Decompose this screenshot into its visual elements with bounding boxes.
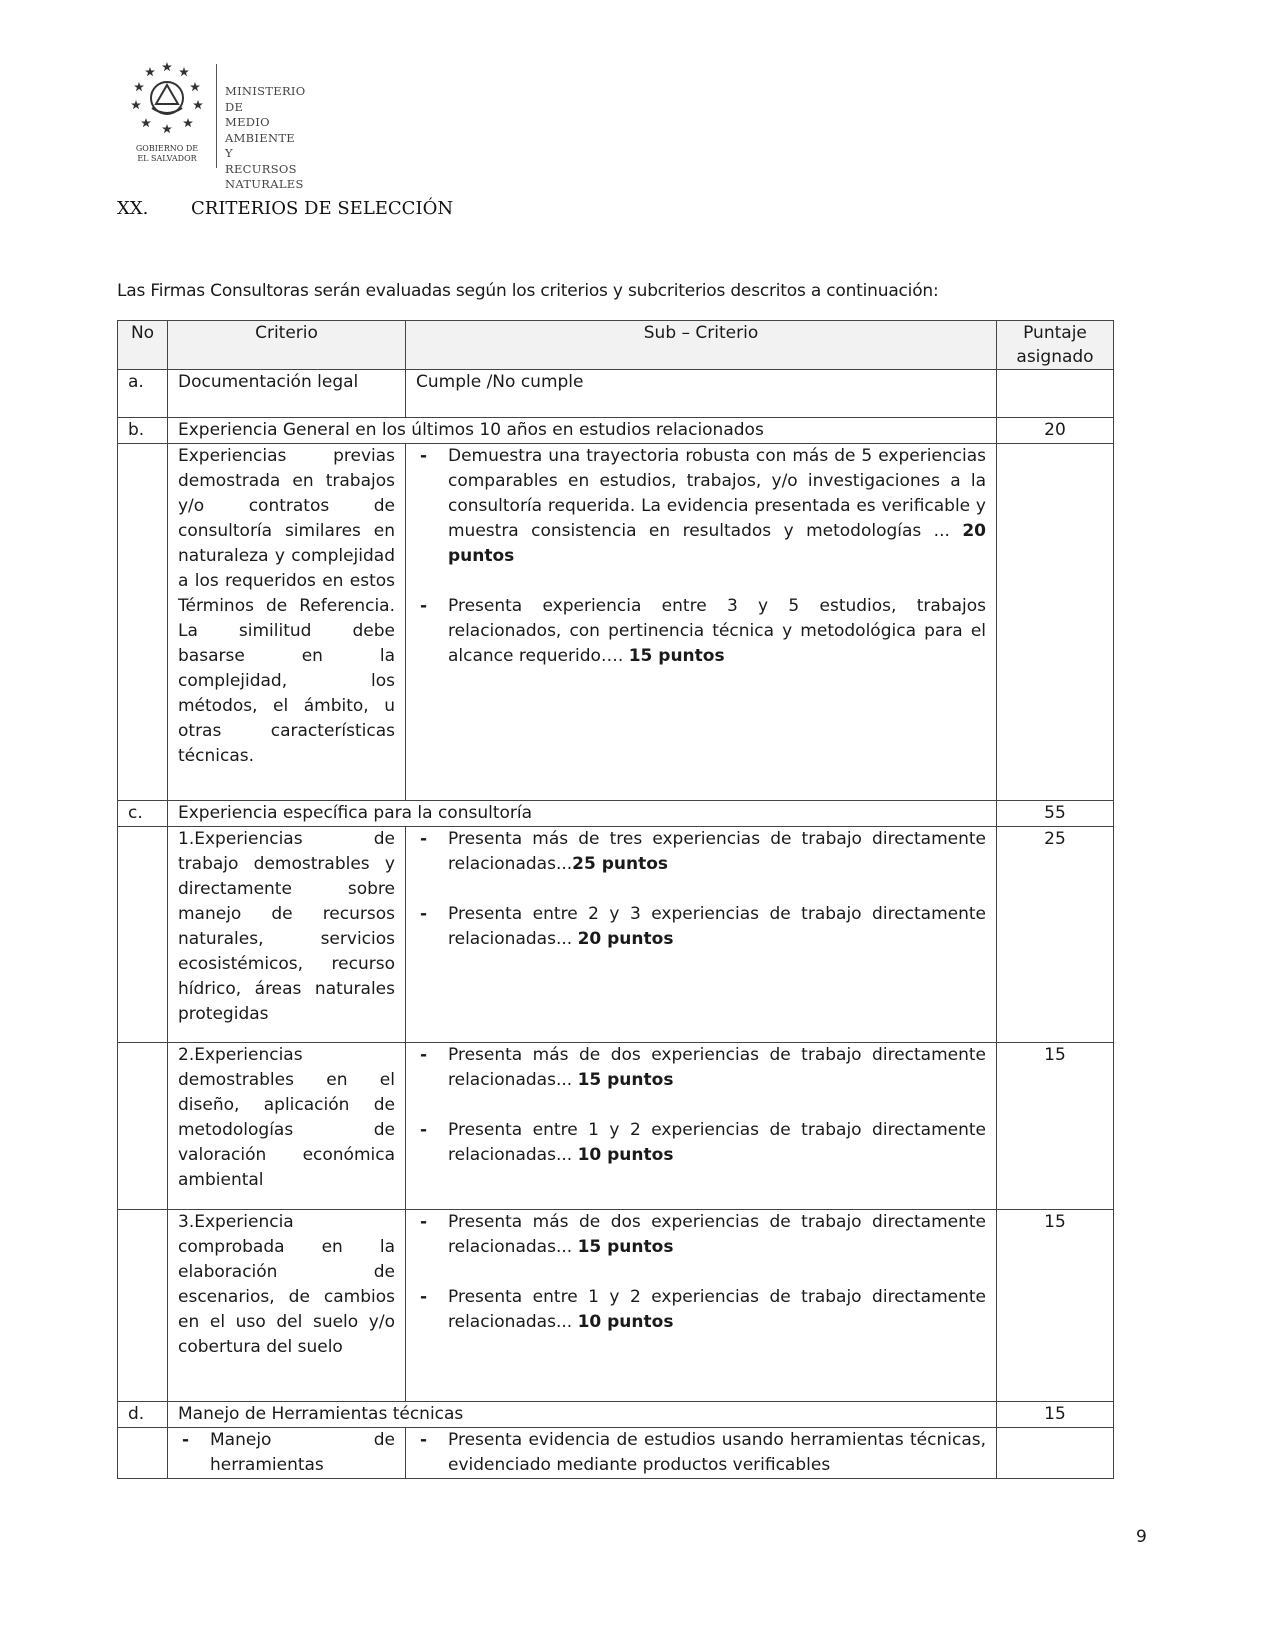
header-sub-criterio: Sub – Criterio	[406, 321, 997, 370]
table-header-row	[118, 321, 1114, 370]
bullet-list	[416, 1043, 986, 1168]
row-puntaje: 25	[997, 827, 1114, 1043]
table-row-a	[118, 370, 1114, 418]
bullet-list	[178, 1428, 395, 1478]
table-row-c-title	[118, 801, 1114, 827]
row-title: Manejo de Herramientas técnicas	[168, 1402, 997, 1428]
page-number: 9	[1136, 1527, 1147, 1547]
row-puntaje	[997, 370, 1114, 418]
row-criterio: 3.Experiencia comprobada en la elaboración de escenarios, de cambios en el uso del suelo y/o cobertura del suelo	[168, 1210, 406, 1402]
row-sub-criterio	[406, 1043, 997, 1210]
row-sub-criterio: Cumple /No cumple	[406, 370, 997, 418]
row-number: a.	[118, 370, 168, 418]
header-divider	[216, 64, 217, 168]
table-row-d-detail	[118, 1428, 1114, 1479]
list-item: - Presenta más de tres experiencias de trabajo directamente relacionadas...25 puntos	[416, 827, 986, 877]
list-item: - Presenta experiencia entre 3 y 5 estudios, trabajos relacionados, con pertinencia técnica y metodológica para el alcance requerido…. 15 puntos	[416, 594, 986, 669]
list-item: - Presenta evidencia de estudios usando herramientas técnicas, evidenciado mediante productos verificables	[416, 1428, 986, 1478]
row-number: d.	[118, 1402, 168, 1428]
row-puntaje: 15	[997, 1043, 1114, 1210]
row-puntaje: 15	[997, 1210, 1114, 1402]
section-title	[117, 198, 453, 219]
intro-paragraph: Las Firmas Consultoras serán evaluadas según los criterios y subcriterios descritos a continuación:	[117, 281, 939, 301]
list-item: - Presenta entre 1 y 2 experiencias de trabajo directamente relacionadas... 10 puntos	[416, 1285, 986, 1335]
row-sub-criterio	[406, 827, 997, 1043]
header-no: No	[118, 321, 168, 370]
list-item: - Demuestra una trayectoria robusta con más de 5 experiencias comparables en estudios, trabajos, y/o investigaciones a la consultoría requerida. La evidencia presentada es verificable y muestra consistencia en resultados y metodologías ... 20 puntos	[416, 444, 986, 569]
row-criterio: Experiencias previas demostrada en trabajos y/o contratos de consultoría similares en naturaleza y complejidad a los requeridos en estos Términos de Referencia. La similitud debe basarse en la complejidad, los métodos, el ámbito, u otras características técnicas.	[168, 444, 406, 801]
row-title: Experiencia específica para la consultoría	[168, 801, 997, 827]
section-number: XX.	[117, 198, 149, 219]
bullet-list	[416, 1210, 986, 1335]
table-row-c3	[118, 1210, 1114, 1402]
table-row-d-title	[118, 1402, 1114, 1428]
row-puntaje: 55	[997, 801, 1114, 827]
row-sub-criterio	[406, 444, 997, 801]
bullet-list	[416, 827, 986, 952]
row-number: b.	[118, 418, 168, 444]
row-puntaje: 15	[997, 1402, 1114, 1428]
list-item: - Presenta más de dos experiencias de trabajo directamente relacionadas... 15 puntos	[416, 1043, 986, 1093]
header-criterio: Criterio	[168, 321, 406, 370]
row-criterio	[168, 1428, 406, 1479]
row-title: Experiencia General en los últimos 10 años en estudios relacionados	[168, 418, 997, 444]
criteria-table	[117, 320, 1114, 1479]
government-seal	[126, 60, 208, 163]
row-sub-criterio	[406, 1210, 997, 1402]
row-sub-criterio	[406, 1428, 997, 1479]
row-number: c.	[118, 801, 168, 827]
table-row-c1	[118, 827, 1114, 1043]
table-row-b-title	[118, 418, 1114, 444]
coat-of-arms-icon	[126, 60, 208, 142]
list-item: - Presenta entre 1 y 2 experiencias de trabajo directamente relacionadas... 10 puntos	[416, 1118, 986, 1168]
list-item: - Manejo de herramientas	[178, 1428, 395, 1478]
list-item: - Presenta más de dos experiencias de trabajo directamente relacionadas... 15 puntos	[416, 1210, 986, 1260]
row-criterio: 1.Experiencias de trabajo demostrables y directamente sobre manejo de recursos naturales, servicios ecosistémicos, recurso hídrico, áreas naturales protegidas	[168, 827, 406, 1043]
ministry-name: MINISTERIO DE MEDIO AMBIENTE Y RECURSOS NATURALES	[225, 84, 306, 191]
row-puntaje: 20	[997, 418, 1114, 444]
section-heading: CRITERIOS DE SELECCIÓN	[191, 198, 454, 219]
list-item: - Presenta entre 2 y 3 experiencias de trabajo directamente relacionadas... 20 puntos	[416, 902, 986, 952]
seal-caption: GOBIERNO DE EL SALVADOR	[135, 144, 199, 163]
row-criterio: Documentación legal	[168, 370, 406, 418]
table-row-b-detail	[118, 444, 1114, 801]
bullet-list	[416, 1428, 986, 1478]
header-puntaje: Puntaje asignado	[997, 321, 1114, 370]
row-criterio: 2.Experiencias demostrables en el diseño, aplicación de metodologías de valoración económica ambiental	[168, 1043, 406, 1210]
bullet-list	[416, 444, 986, 669]
table-row-c2	[118, 1043, 1114, 1210]
